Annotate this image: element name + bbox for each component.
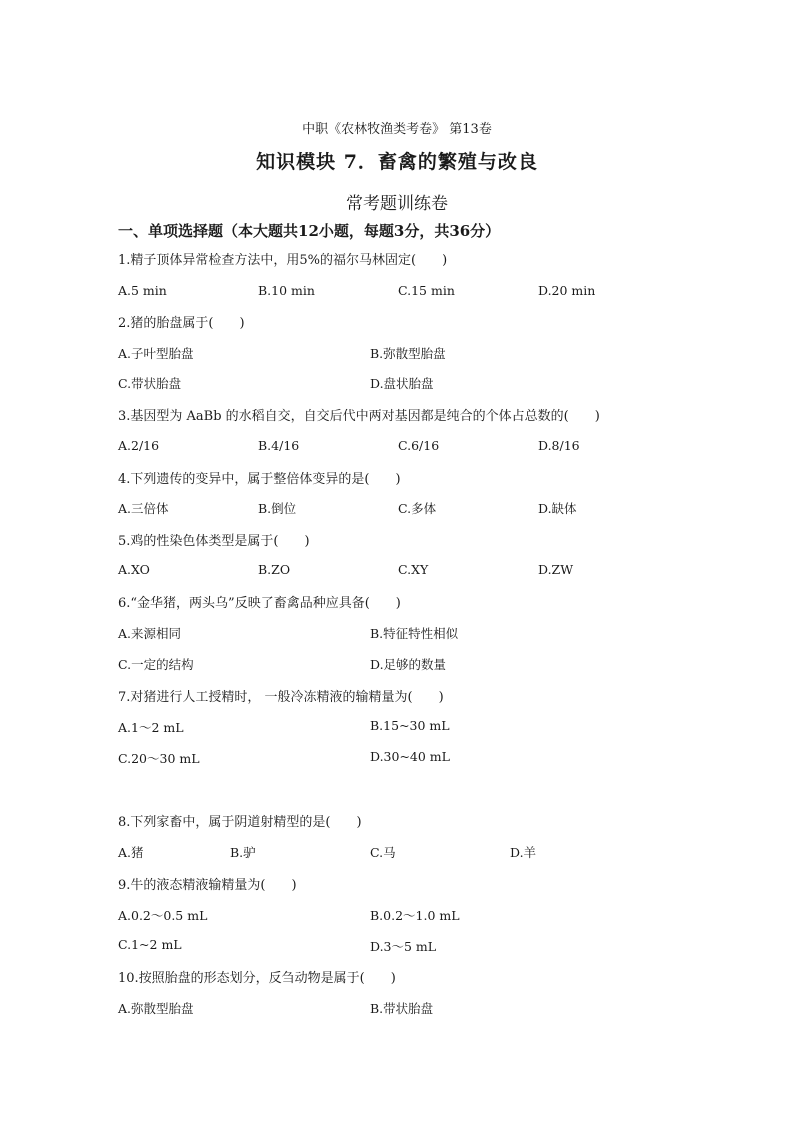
question-stem: 2.猪的胎盘属于( ) [118, 316, 245, 331]
question-stem: 3.基因型为 AaBb 的水稻自交，自交后代中两对基因都是纯合的个体占总数的( ) [118, 409, 600, 424]
question-stem: 4.下列遗传的变异中，属于整倍体变异的是( ) [118, 472, 401, 487]
question-stem: 8.下列家畜中，属于阴道射精型的是( ) [118, 815, 362, 830]
question-stem: 9.牛的液态精液输精量为( ) [118, 878, 297, 893]
exam-header: 中职《农林牧渔类考卷》 第13卷 [302, 122, 492, 137]
option-c: C.多体 [398, 501, 437, 516]
option-b: B.4/16 [258, 438, 300, 453]
option-b: B.15~30 mL [370, 718, 450, 733]
option-d: D.ZW [538, 562, 574, 577]
option-c: C.XY [398, 562, 429, 577]
option-b: B.特征特性相似 [370, 626, 459, 641]
option-a: A.子叶型胎盘 [118, 346, 194, 361]
option-d: D.30~40 mL [370, 749, 450, 764]
option-c: C.马 [370, 845, 396, 860]
question-stem: 5.鸡的性染色体类型是属于( ) [118, 534, 310, 549]
page-title: 知识模块 7．畜禽的繁殖与改良 [256, 151, 538, 173]
option-a: A.5 min [118, 283, 167, 298]
option-a: A.弥散型胎盘 [118, 1001, 194, 1016]
option-a: A.2/16 [118, 438, 160, 453]
option-c: C.一定的结构 [118, 657, 194, 672]
question-stem: 6.“金华猪，两头乌”反映了畜禽品种应具备( ) [118, 596, 401, 611]
option-b: B.倒位 [258, 501, 297, 516]
option-d: D.盘状胎盘 [370, 376, 434, 391]
option-c: C.带状胎盘 [118, 376, 182, 391]
option-b: B.弥散型胎盘 [370, 346, 446, 361]
option-d: D.羊 [510, 845, 537, 860]
option-a: A.三倍体 [118, 501, 169, 516]
option-d: D.8/16 [538, 438, 580, 453]
option-c: C.1~2 mL [118, 937, 182, 952]
option-d: D.3～5 mL [370, 939, 437, 954]
option-b: B.驴 [230, 845, 256, 860]
option-b: B.带状胎盘 [370, 1001, 434, 1016]
option-c: C.15 min [398, 283, 455, 298]
question-stem: 7.对猪进行人工授精时， 一般冷冻精液的输精量为( ) [118, 690, 444, 705]
option-c: C.6/16 [398, 438, 440, 453]
option-b: B.ZO [258, 562, 291, 577]
section-heading: 一、单项选择题（本大题共12小题，每题3分，共36分） [118, 222, 501, 240]
option-d: D.足够的数量 [370, 657, 447, 672]
question-stem: 10.按照胎盘的形态划分，反刍动物是属于( ) [118, 971, 396, 986]
option-a: A.0.2～0.5 mL [118, 908, 208, 923]
option-a: A.1～2 mL [118, 720, 184, 735]
question-stem: 1.精子顶体异常检查方法中，用5%的福尔马林固定( ) [118, 253, 448, 268]
option-c: C.20～30 mL [118, 751, 200, 766]
page-subtitle: 常考题训练卷 [346, 194, 448, 214]
option-a: A.XO [118, 562, 150, 577]
option-a: A.猪 [118, 845, 144, 860]
option-b: B.10 min [258, 283, 315, 298]
option-b: B.0.2～1.0 mL [370, 908, 460, 923]
option-d: D.20 min [538, 283, 596, 298]
option-d: D.缺体 [538, 501, 577, 516]
option-a: A.来源相同 [118, 626, 182, 641]
